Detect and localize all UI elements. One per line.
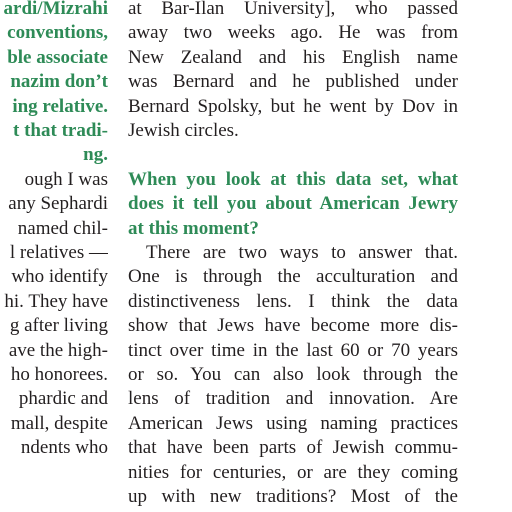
body-text-line: tinct over time in the last 60 or 70 years: [128, 339, 458, 361]
body-text-line: away two weeks ago. He was from: [128, 22, 458, 44]
interview-question-line: When you look at this data set, what: [128, 168, 458, 190]
interview-question-line: at this moment?: [128, 217, 259, 239]
left-text-column: [0, 0, 108, 512]
body-text-line: hi. They have: [4, 290, 108, 312]
pull-quote-line: ing relative.: [12, 95, 108, 117]
interview-question-line: does it tell you about American Jewry: [128, 193, 458, 215]
body-text-line: any Sephardi: [8, 193, 108, 215]
pull-quote-line: ng.: [83, 144, 108, 166]
body-text-line: at Bar-Ilan University], who passed: [128, 0, 458, 19]
body-text-line: Jewish circles.: [128, 120, 239, 141]
body-text-line: ough I was: [24, 168, 108, 190]
pull-quote-line: t that tradi-: [13, 120, 108, 141]
pull-quote-line: nazim don’t: [10, 71, 108, 93]
body-text-line: named chil-: [17, 217, 108, 239]
body-text-line: that have been parts of Jewish commu-: [128, 437, 458, 459]
body-text-line: One is through the acculturation and: [128, 266, 458, 288]
body-text-line: ave the high-: [8, 339, 108, 361]
body-text-line: New Zealand and his English name: [128, 46, 458, 68]
body-text-line: ho honorees.: [10, 364, 108, 385]
pull-quote-line: ardi/Mizrahi: [3, 0, 108, 19]
body-text-line: mall, despite: [10, 412, 108, 434]
body-text-line: was Bernard and he published under: [128, 71, 458, 93]
body-text-line: show that Jews have become more dis-: [128, 315, 458, 337]
body-text-line: There are two ways to answer that.: [146, 242, 458, 263]
pull-quote-line: ble associate: [7, 46, 108, 68]
body-text-line: ndents who: [20, 437, 108, 459]
body-text-line: or so. You can also look through the: [128, 364, 458, 385]
body-text-line: up with new traditions? Most of the: [128, 486, 458, 507]
body-text-line: g after living: [9, 315, 108, 337]
right-text-column: [128, 0, 458, 512]
body-text-line: nities for centuries, or are they coming: [128, 461, 458, 483]
body-text-line: distinctiveness lens. I think the data: [128, 290, 458, 312]
body-text-line: Bernard Spolsky, but he went by Dov in: [128, 95, 458, 117]
body-text-line: who identify: [11, 266, 108, 288]
body-text-line: l relatives —: [9, 242, 108, 263]
body-text-line: phardic and: [18, 388, 108, 410]
body-text-line: American Jews using naming practices: [128, 412, 458, 434]
body-text-line: lens of tradition and innovation. Are: [128, 388, 458, 410]
pull-quote-line: conventions,: [7, 22, 108, 44]
